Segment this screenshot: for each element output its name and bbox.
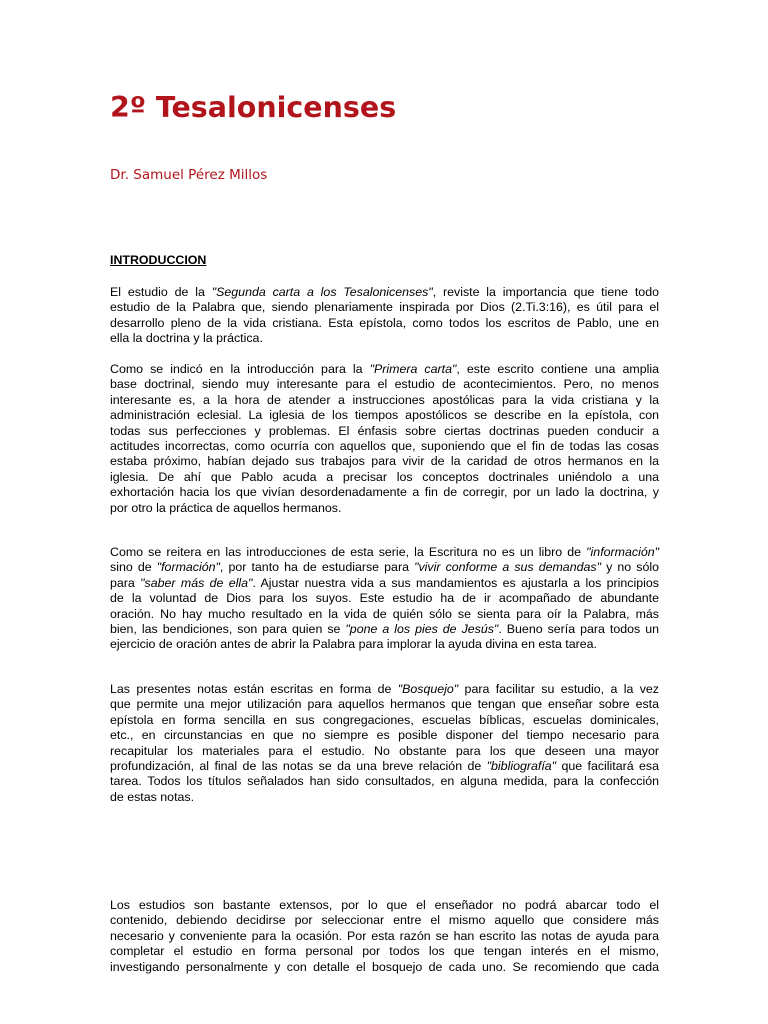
paragraph-line: etc., en circunstancias en que no siempre es posible disponer del tiempo necesario para: [110, 728, 659, 743]
paragraph-line: para "saber más de ella". Ajustar nuestra vida a sus mandamientos es ajustarla a los principios: [110, 575, 659, 590]
quoted-phrase: "formación": [156, 560, 220, 575]
paragraph-line: bien, las bendiciones, son para quien se "pone a los pies de Jesús". Bueno sería para todos un: [110, 622, 660, 637]
paragraph-line: ejercicio de oración antes de abrir la Palabra para implorar la ayuda divina en esta tarea.: [110, 637, 597, 652]
paragraph-line: administración eclesial. La iglesia de los tiempos apostólicos se describe en la epístola, con: [110, 408, 659, 423]
quoted-phrase: "información": [586, 545, 659, 559]
paragraph-line: tarea. Todos los títulos señalados han sido consultados, en alguna medida, para la confección: [110, 774, 659, 789]
quoted-phrase: "saber más de ella": [140, 575, 253, 590]
paragraph-4: [110, 682, 659, 805]
paragraph-line: estudio de la Palabra que, siendo plenariamente inspirada por Dios (2.Ti.3:16), es útil para el: [110, 300, 659, 315]
paragraph-line: sino de "formación", por tanto ha de estudiarse para "vivir conforme a sus demandas" y no sólo: [110, 560, 659, 575]
quoted-phrase: "pone a los pies de Jesús": [345, 622, 499, 637]
paragraph-2: [110, 362, 659, 516]
paragraph-line: de la voluntad de Dios para los suyos. Este estudio ha de ir acompañado de abundante: [110, 591, 659, 606]
paragraph-5: [110, 898, 659, 975]
paragraph-line: El estudio de la "Segunda carta a los Tesalonicenses", reviste la importancia que tiene todo: [110, 285, 659, 299]
paragraph-line: Como se indicó en la introducción para la "Primera carta", este escrito contiene una amplia: [110, 362, 659, 376]
paragraph-line: todas sus perfecciones y problemas. El énfasis sobre ciertas doctrinas pueden conducir a: [110, 423, 659, 438]
paragraph-line: ella la doctrina y la práctica.: [110, 331, 263, 346]
paragraph-line: investigando personalmente y con detalle el bosquejo de cada uno. Se recomiendo que cada: [110, 959, 659, 974]
paragraph-line: profundización, al final de las notas se da una breve relación de "bibliografía" que facilitará esa: [110, 759, 659, 774]
section-heading: INTRODUCCION: [110, 253, 207, 267]
paragraph-line: estaba próximo, habían dejado sus trabajos para vivir de la caridad de otros hermanos en la: [110, 454, 659, 469]
paragraph-line: recapitular los materiales para el estudio. No obstante para los que deseen una mayor: [110, 743, 659, 758]
paragraph-3: [110, 545, 659, 653]
author-name: Dr. Samuel Pérez Millos: [110, 167, 268, 183]
quoted-phrase: "Primera carta": [369, 362, 457, 376]
paragraph-line: epístola en forma sencilla en sus congregaciones, escuelas bíblicas, escuelas dominicales,: [110, 712, 659, 727]
paragraph-line: actitudes incorrectas, como ocurría con aquellos que, suponiendo que el fin de todas las cosas: [110, 439, 659, 454]
paragraph-line: exhortación hacia los que vivían desordenadamente a fin de corregir, por un lado la doctrina, y: [110, 485, 659, 500]
paragraph-line: Las presentes notas están escritas en forma de "Bosquejo" para facilitar su estudio, a la vez: [110, 682, 659, 696]
quoted-phrase: "Segunda carta a los Tesalonicenses": [211, 285, 433, 299]
paragraph-line: que permite una mejor utilización para aquellos hermanos que tengan que enseñar sobre esta: [110, 697, 659, 712]
paragraph-1: [110, 285, 659, 347]
page-title: 2º Tesalonicenses: [110, 91, 397, 124]
paragraph-line: completar el estudio en forma personal por todos los que tengan interés en el mismo,: [110, 944, 659, 959]
paragraph-line: necesario y conveniente para la ocasión. Por esta razón se han escrito las notas de ayuda para: [110, 928, 659, 943]
quoted-phrase: "vivir conforme a sus demandas": [414, 560, 601, 575]
paragraph-line: base doctrinal, siendo muy interesante para el estudio de acontecimientos. Pero, no menos: [110, 377, 659, 392]
paragraph-line: de estas notas.: [110, 789, 195, 804]
paragraph-line: interesante es, a la hora de atender a instrucciones apostólicas para la vida cristiana y la: [110, 392, 659, 407]
paragraph-line: Los estudios son bastante extensos, por lo que el enseñador no podrá abarcar todo el: [110, 898, 659, 912]
quoted-phrase: "bibliografía": [486, 759, 557, 774]
paragraph-line: por otro la práctica de aquellos hermanos.: [110, 500, 342, 515]
paragraph-line: desarrollo pleno de la vida cristiana. Esta epístola, como todos los escritos de Pablo, une en: [110, 315, 659, 330]
paragraph-line: contenido, debiendo decidirse por seleccionar entre el mismo aquello que considere más: [110, 913, 659, 928]
paragraph-line: iglesia. De ahí que Pablo acuda a precisar los conceptos doctrinales uniéndolo a una: [110, 469, 659, 484]
paragraph-line: oración. No hay mucho resultado en la vida de quién sólo se sienta para oír la Palabra, más: [110, 606, 659, 621]
paragraph-line: Como se reitera en las introducciones de esta serie, la Escritura no es un libro de "información": [110, 545, 659, 559]
quoted-phrase: "Bosquejo": [397, 682, 459, 696]
